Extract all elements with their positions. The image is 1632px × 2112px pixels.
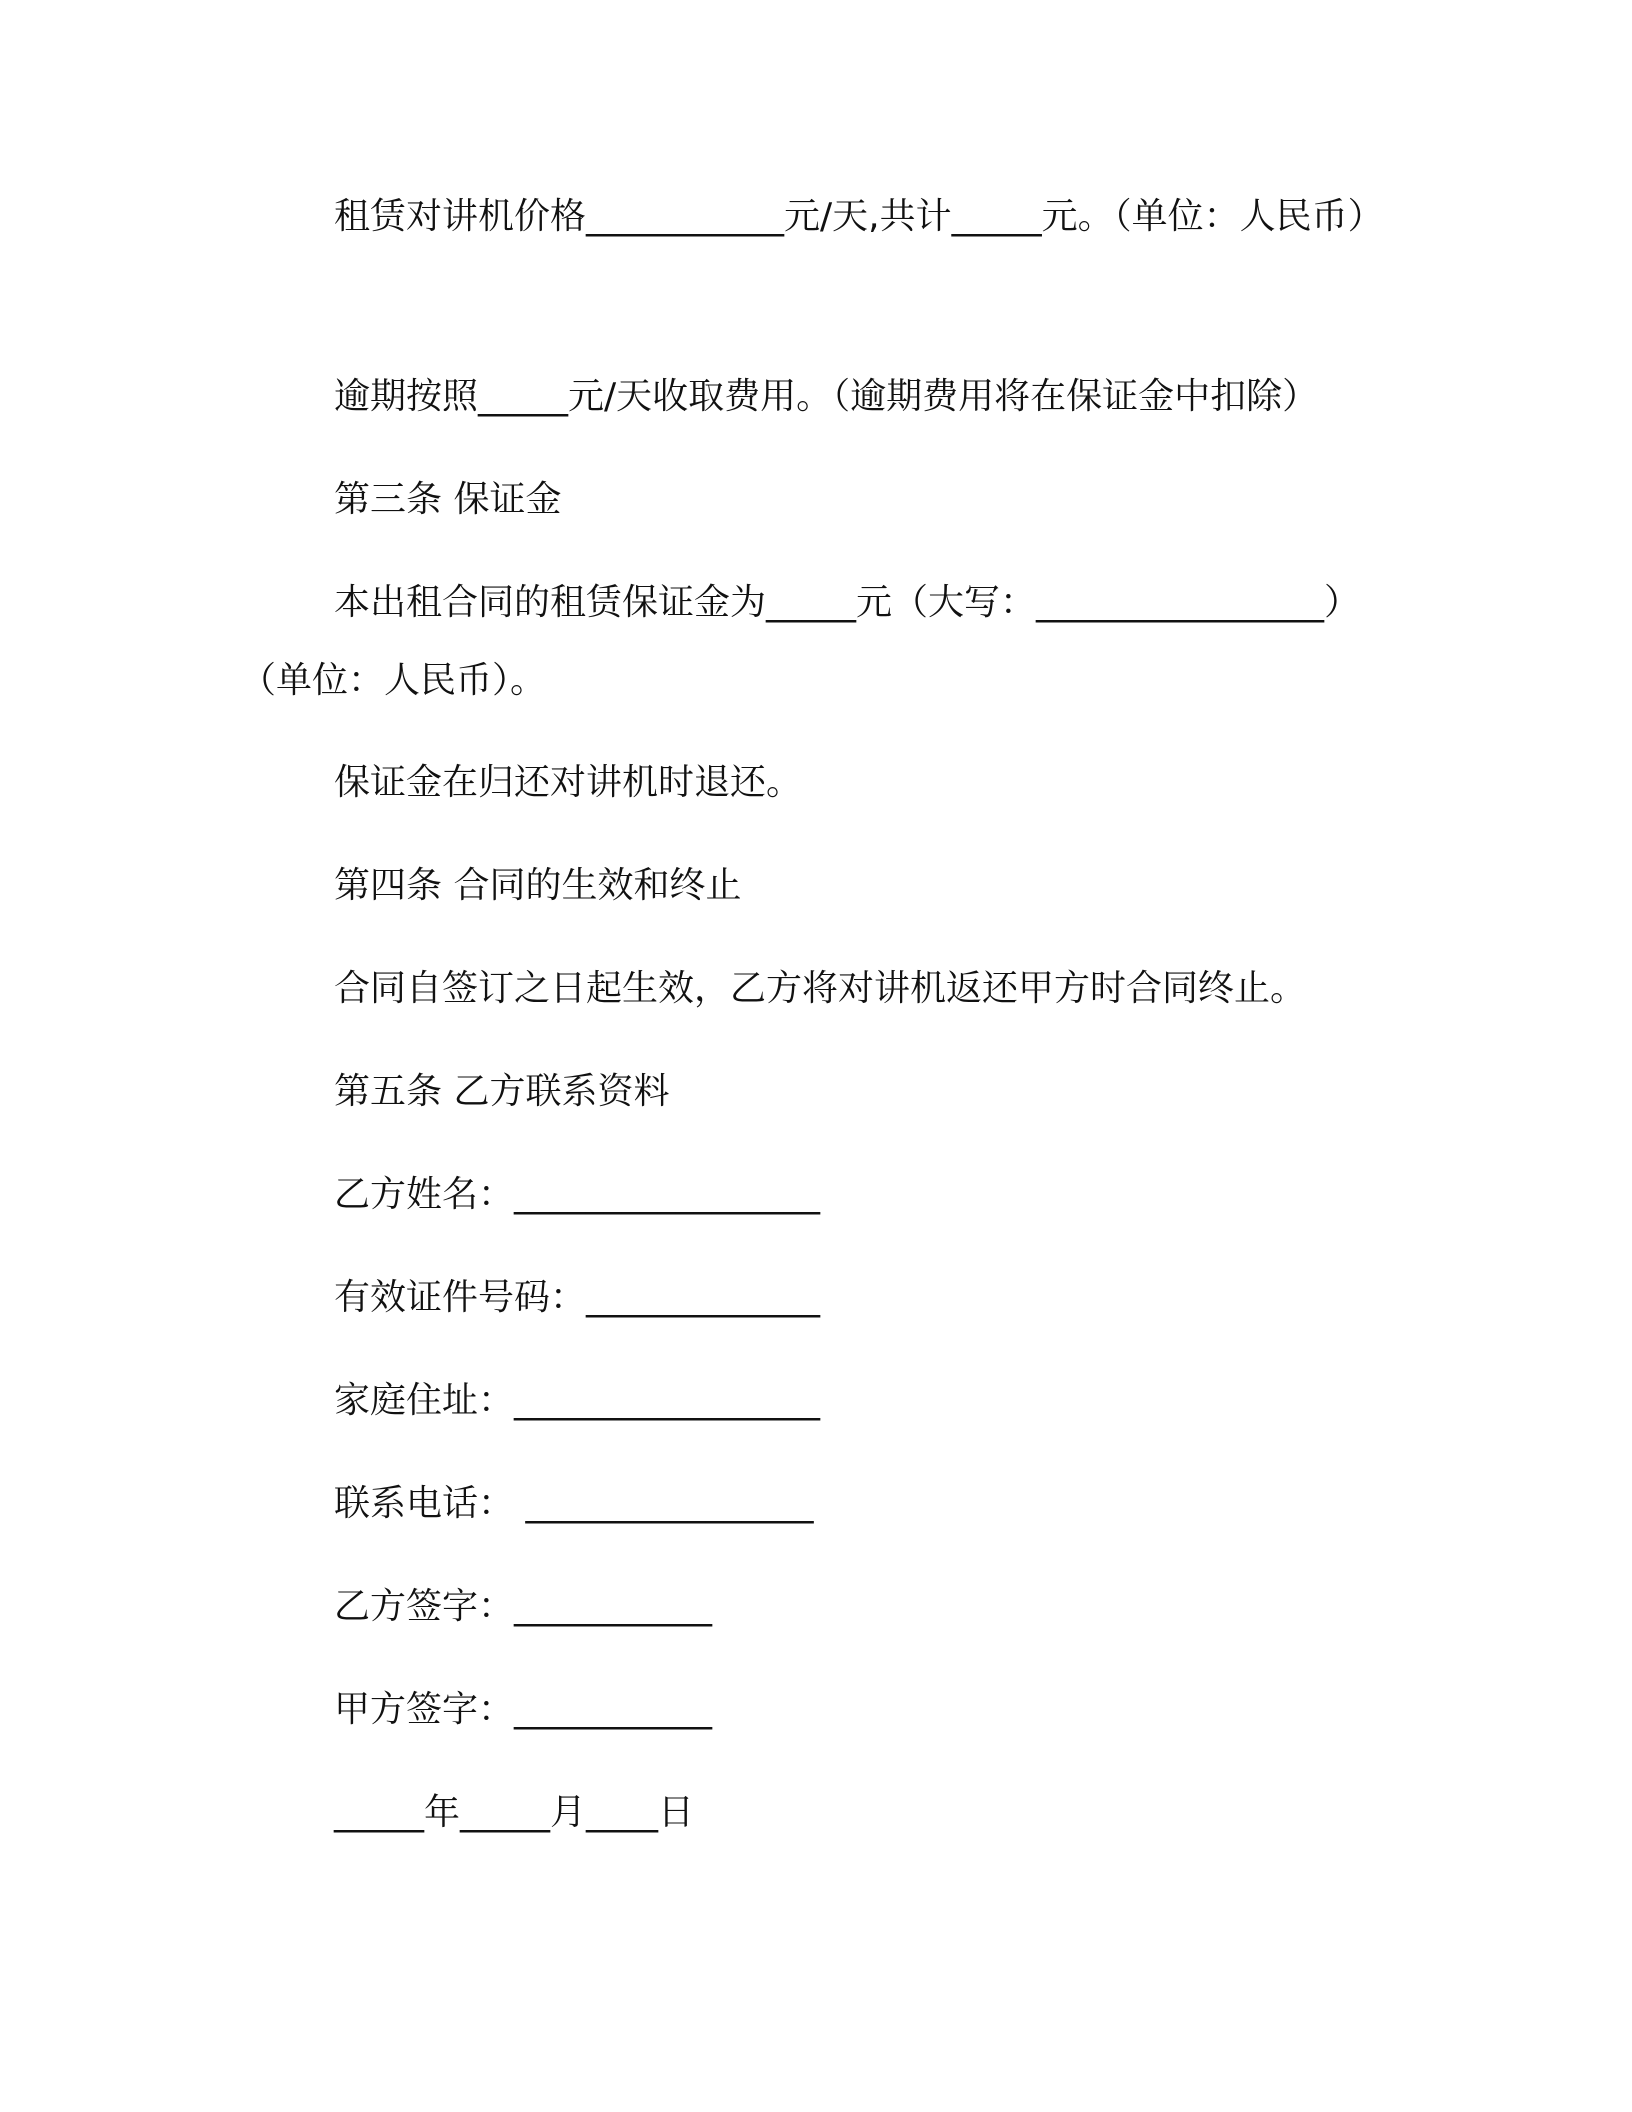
date-field: _____年_____月____日 [334,1792,694,1833]
party-b-signature-field: 乙方签字：___________ [334,1586,713,1627]
party-b-name-field: 乙方姓名：_________________ [334,1174,821,1215]
deposit-amount-paragraph: 本出租合同的租赁保证金为_____元（大写：________________）（单位：人民币）。 [240,582,1361,701]
home-address-field: 家庭住址：_________________ [334,1380,821,1421]
article-three-heading: 第三条 保证金 [334,479,562,520]
party-a-signature-field: 甲方签字：___________ [334,1689,713,1730]
phone-field: 联系电话： ________________ [334,1483,814,1524]
contract-effect-paragraph: 合同自签订之日起生效，乙方将对讲机返还甲方时合同终止。 [334,968,1307,1009]
deposit-return-paragraph: 保证金在归还对讲机时退还。 [334,762,803,803]
overdue-fee-paragraph: 逾期按照_____元/天收取费用。（逾期费用将在保证金中扣除） [334,376,1319,417]
id-number-field: 有效证件号码：_____________ [334,1277,821,1318]
rental-price-paragraph: 租赁对讲机价格___________元/天,共计_____元。（单位：人民币） [334,196,1384,237]
article-four-heading: 第四条 合同的生效和终止 [334,865,742,906]
article-five-heading: 第五条 乙方联系资料 [334,1071,670,1112]
